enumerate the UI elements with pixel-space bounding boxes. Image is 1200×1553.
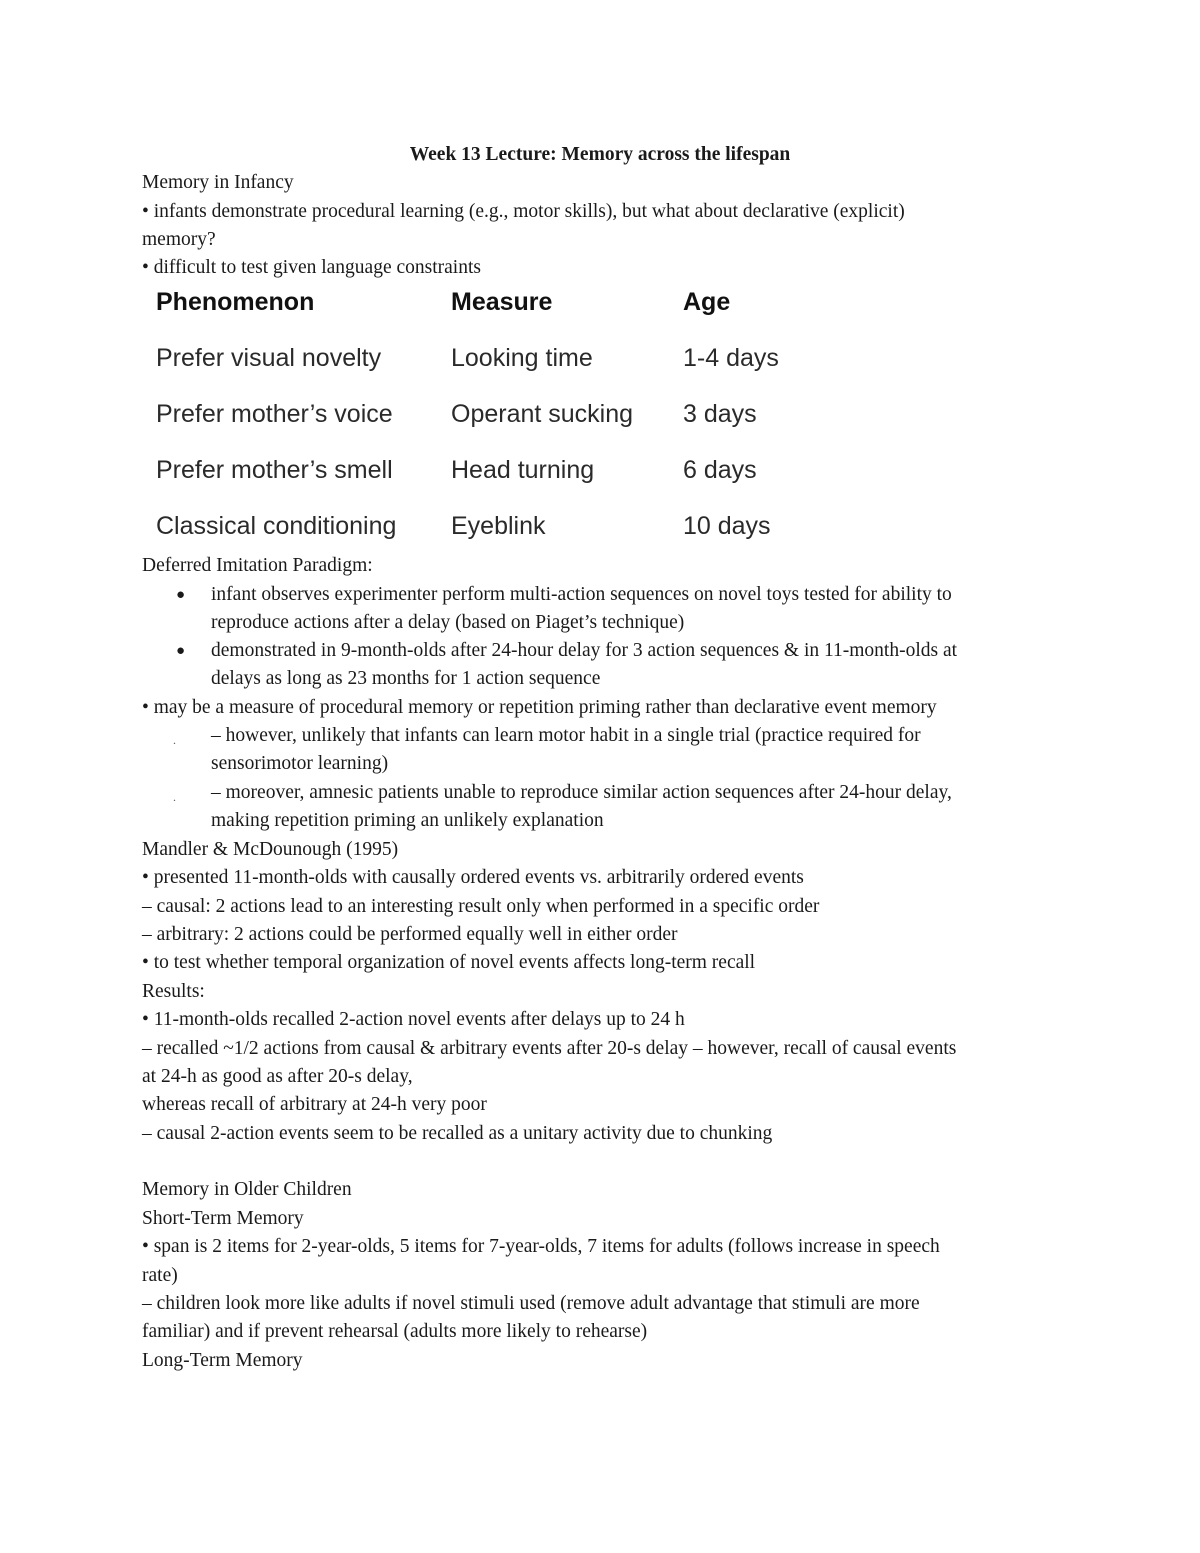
table-cell: 3 days: [683, 400, 757, 428]
text-line: – children look more like adults if novel stimuli used (remove adult advantage that stimuli are more: [142, 1293, 920, 1314]
sub-point-text: – moreover, amnesic patients unable to reproduce similar action sequences after 24-hour delay,: [211, 782, 952, 803]
table-cell: Prefer mother’s voice: [156, 400, 393, 428]
table-cell: Prefer visual novelty: [156, 344, 382, 372]
text-line: – arbitrary: 2 actions could be performed equally well in either order: [142, 924, 678, 945]
section-heading-mandler: Mandler & McDounough (1995): [142, 839, 399, 860]
section-heading-deferred-imitation: Deferred Imitation Paradigm:: [142, 555, 373, 576]
table-cell: Looking time: [451, 344, 593, 372]
text-line: – causal: 2 actions lead to an interesting result only when performed in a specific order: [142, 896, 820, 917]
sub-bullet-marker-icon: .: [173, 733, 176, 747]
bullet-text: delays as long as 23 months for 1 action sequence: [211, 668, 601, 689]
text-line: memory?: [142, 229, 216, 250]
text-line: – recalled ~1/2 actions from causal & arbitrary events after 20-s delay – however, recall of causal events: [142, 1038, 957, 1059]
bullet-text: demonstrated in 9-month-olds after 24-hour delay for 3 action sequences & in 11-month-olds at: [211, 640, 958, 661]
text-line: • to test whether temporal organization of novel events affects long-term recall: [142, 952, 756, 973]
table-cell: 1-4 days: [683, 344, 779, 372]
text-line: whereas recall of arbitrary at 24-h very poor: [142, 1094, 487, 1115]
bullet-text: reproduce actions after a delay (based on Piaget’s technique): [211, 612, 685, 633]
table-cell: Eyeblink: [451, 512, 546, 540]
table-cell: Operant sucking: [451, 400, 634, 428]
text-line: rate): [142, 1265, 178, 1286]
sub-bullet-marker-icon: .: [173, 790, 176, 804]
text-line: • span is 2 items for 2-year-olds, 5 items for 7-year-olds, 7 items for adults (follows increase in speech: [142, 1236, 940, 1257]
sub-point-text: – however, unlikely that infants can learn motor habit in a single trial (practice required for: [211, 725, 921, 746]
table-cell: 10 days: [683, 512, 771, 540]
subheading-short-term-memory: Short-Term Memory: [142, 1208, 304, 1229]
text-line: – causal 2-action events seem to be recalled as a unitary activity due to chunking: [142, 1123, 773, 1144]
page-title: Week 13 Lecture: Memory across the lifespan: [409, 144, 791, 165]
infant-memory-table: [154, 283, 794, 551]
sub-point-text: sensorimotor learning): [211, 753, 389, 774]
bullet-text: infant observes experimenter perform multi-action sequences on novel toys tested for ability to: [211, 584, 952, 605]
table-header-age: Age: [683, 288, 731, 316]
table-cell: Classical conditioning: [156, 512, 397, 540]
text-line: • 11-month-olds recalled 2-action novel events after delays up to 24 h: [142, 1009, 685, 1030]
text-line: • infants demonstrate procedural learning (e.g., motor skills), but what about declarative (explicit): [142, 201, 905, 222]
text-line: • may be a measure of procedural memory or repetition priming rather than declarative event memory: [142, 697, 937, 718]
subheading-long-term-memory: Long-Term Memory: [142, 1350, 303, 1371]
table-cell: Head turning: [451, 456, 595, 484]
bullet-dot-icon: ●: [176, 587, 186, 603]
table-cell: 6 days: [683, 456, 757, 484]
bullet-dot-icon: ●: [176, 643, 186, 659]
text-line: at 24-h as good as after 20-s delay,: [142, 1066, 413, 1087]
section-heading-infancy: Memory in Infancy: [142, 172, 294, 193]
table-header-phenomenon: Phenomenon: [156, 288, 315, 316]
table-header-measure: Measure: [451, 288, 553, 316]
text-line: • difficult to test given language constraints: [142, 257, 481, 278]
table-cell: Prefer mother’s smell: [156, 456, 393, 484]
text-line: • presented 11-month-olds with causally ordered events vs. arbitrarily ordered events: [142, 867, 804, 888]
section-heading-older-children: Memory in Older Children: [142, 1179, 352, 1200]
section-heading-results: Results:: [142, 981, 205, 1002]
text-line: familiar) and if prevent rehearsal (adults more likely to rehearse): [142, 1321, 648, 1342]
sub-point-text: making repetition priming an unlikely explanation: [211, 810, 604, 831]
